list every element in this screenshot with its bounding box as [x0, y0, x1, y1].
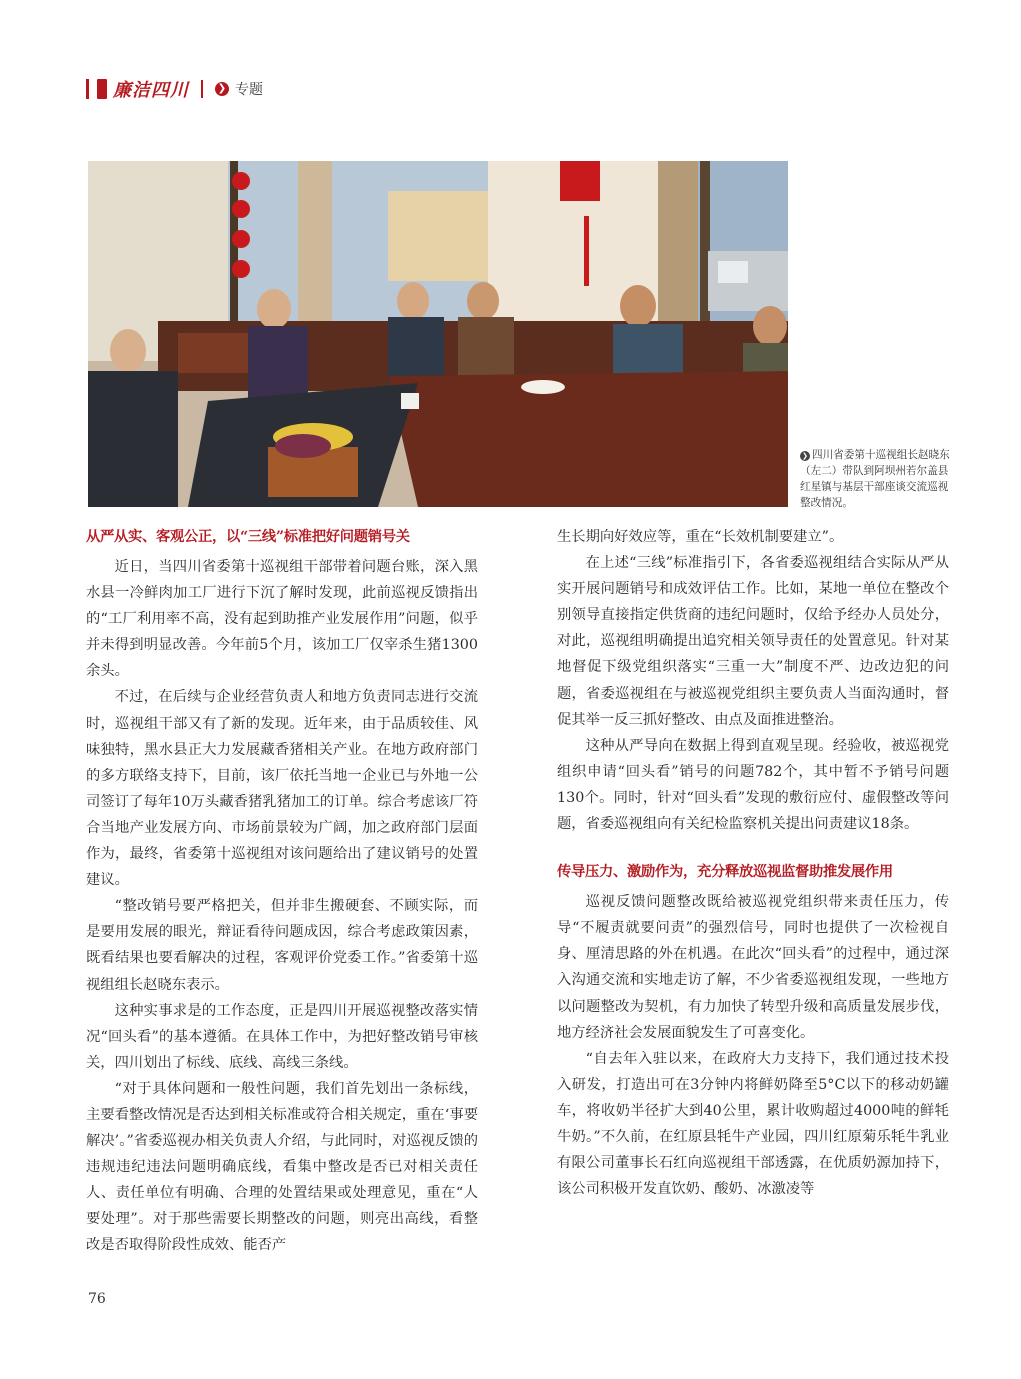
paragraph: 不过，在后续与企业经营负责人和地方负责同志进行交流时，巡视组干部又有了新的发现。近年来，由于品质较佳、风味独特，黑水县正大力发展藏香猪相关产业。在地方政府部门的多方联络支持下，目前，该厂依托当地一企业已与外地一公司签订了每年10万头藏香猪乳猪加工的订单。综合考虑该厂符合当地产业发展方向、市场前景较为广阔，加之政府部门层面作为，最终，省委第十巡视组对该问题给出了建议销号的处置建议。: [86, 689, 478, 889]
chevron-right-icon: ❯: [800, 451, 810, 461]
paragraph: “对于具体问题和一般性问题，我们首先划出一条标线，主要看整改情况是否达到相关标准或符合相关规定，重在‘事要解决’。”省委巡视办相关负责人介绍，与此同时，对巡视反馈的违规违纪违法问题明确底线，看集中整改是否已对相关责任人、责任单位有明确、合理的处置结果或处理意见，重在“人要处理”。对于那些需要长期整改的问题，则亮出高线，看整改是否取得阶段性成效、能否产: [86, 1080, 478, 1254]
header-bar-icon: [86, 79, 89, 99]
left-column: [86, 524, 478, 1259]
paragraph: 近日，当四川省委第十巡视组干部带着问题台账，深入黑水县一冷鲜肉加工厂进行下沉了解时发现，此前巡视反馈指出的“工厂利用率不高，没有起到助推产业发展作用”问题，似乎并未得到明显改善。今年前5个月，该加工厂仅宰杀生猪1300余头。: [86, 559, 478, 680]
section-label: 专题: [235, 82, 263, 98]
section-heading: 从严从实、客观公正，以“三线”标准把好问题销号关: [86, 529, 410, 545]
paragraph-continuation: 生长期向好效应等，重在“长效机制要建立”。: [557, 529, 844, 545]
section-heading: 传导压力、激励作为，充分释放巡视监督助推发展作用: [557, 864, 893, 881]
paragraph: “自去年入驻以来，在政府大力支持下，我们通过技术投入研发，打造出可在3分钟内将鲜奶降至5°C以下的移动奶罐车，将收奶半径扩大到40公里，累计收购超过4000吨的鲜牦牛奶。”不久前，在红原县牦牛产业园，四川红原菊乐牦牛乳业有限公司董事长石红向巡视组干部透露，在优质奶源加持下，该公司积极开发直饮奶、酸奶、冰激凌等: [557, 1050, 949, 1198]
page-number: 76: [88, 1291, 106, 1307]
right-column: [557, 524, 949, 1202]
paragraph: “整改销号要严格把关，但并非生搬硬套、不顾实际，而是要用发展的眼光，辩证看待问题成因，综合考虑政策因素，既看结果也要看解决的过程，客观评价党委工作。”省委第十巡视组组长赵晓东表示。: [86, 898, 478, 993]
paragraph: 这种从严导向在数据上得到直观呈现。经验收，被巡视党组织申请“回头看”销号的问题782个，其中暂不予销号问题130个。同时，针对“回头看”发现的敷衍应付、虚假整改等问题，省委巡视组向有关纪检监察机关提出问责建议18条。: [557, 737, 949, 833]
meeting-photo-illustration: [88, 161, 788, 507]
chevron-right-icon: ❯: [215, 82, 229, 96]
page-header: [86, 74, 263, 104]
paragraph: 巡视反馈问题整改既给被巡视党组织带来责任压力，传导“不履责就要问责”的强烈信号，同时也提供了一次检视自身、厘清思路的外在机遇。在此次“回头看”的过程中，通过深入沟通交流和实地走访了解，不少省委巡视组发现，一些地方以问题整改为契机，有力加快了转型升级和高质量发展步伐，地方经济社会发展面貌发生了可喜变化。: [557, 894, 949, 1041]
header-separator: [201, 80, 203, 98]
seal-icon: [97, 79, 107, 99]
caption-text: 四川省委第十巡视组长赵晓东（左二）带队到阿坝州若尔盖县红星镇与基层干部座谈交流巡视整改情况。: [800, 449, 950, 509]
photo-caption: [800, 447, 952, 511]
paragraph: 这种实事求是的工作态度，正是四川开展巡视整改落实情况“回头看”的基本遵循。在具体工作中，为把好整改销号审核关，四川划出了标线、底线、高线三条线。: [86, 1002, 478, 1071]
paragraph: 在上述“三线”标准指引下，各省委巡视组结合实际从严从实开展问题销号和成效评估工作。比如，某地一单位在整改个别领导直接指定供货商的违纪问题时，仅给予经办人员处分，对此，巡视组明确提出追究相关领导责任的处置意见。针对某地督促下级党组织落实“三重一大”制度不严、边改边犯的问题，省委巡视组在与被巡视党组织主要负责人当面沟通时，督促其举一反三抓好整改、由点及面推进整治。: [557, 555, 949, 728]
article-photo: [88, 161, 788, 507]
magazine-logo: 廉洁四川: [113, 80, 189, 101]
